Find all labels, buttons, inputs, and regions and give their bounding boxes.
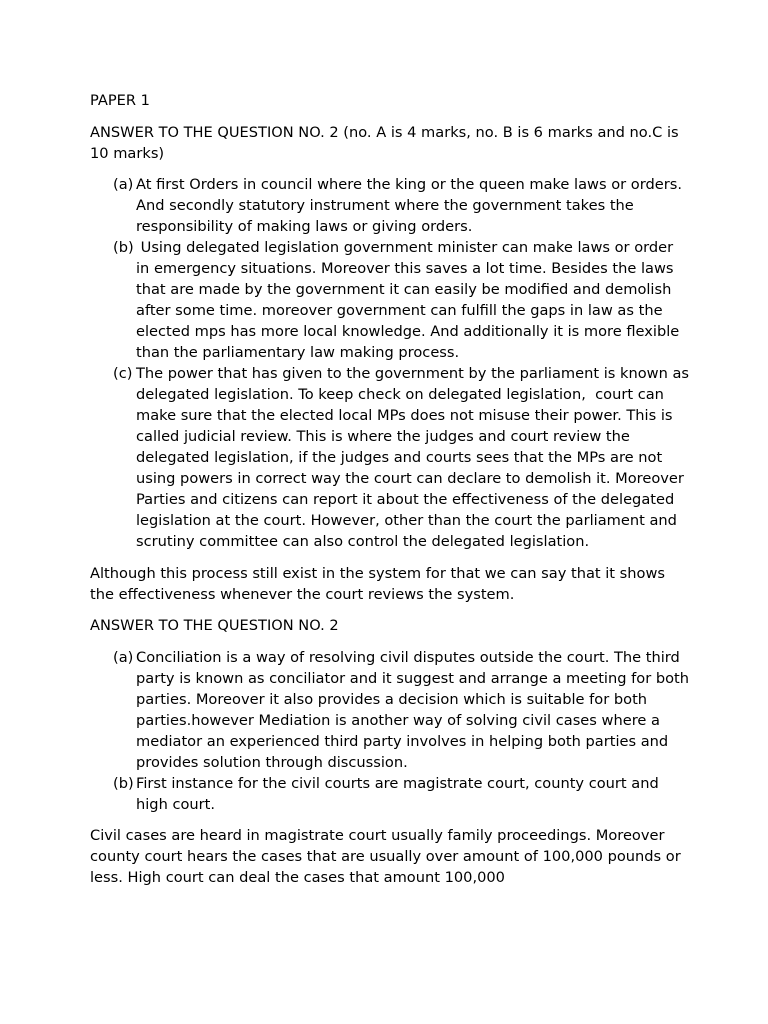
section2-closing: Civil cases are heard in magistrate court usually family proceedings. Moreover county court hears the cases that are usually over amount of 100,000 pounds or less. High court can deal the cases that amount 100,000	[90, 827, 681, 886]
list-item-text: Using delegated legislation government minister can make laws or order in emergency situations. Moreover this saves a lot time. Besides the laws that are made by the government it can easily be modified and demolish after some time. moreover government can fulfill the gaps in law as the elected mps has more local knowledge. And additionally it is more flexible than the parliamentary law making process.	[136, 239, 684, 361]
list-item	[90, 363, 694, 552]
section1-closing: Although this process still exist in the system for that we can say that it shows the effectiveness whenever the court reviews the system.	[90, 564, 665, 603]
section1-heading: ANSWER TO THE QUESTION NO. 2 (no. A is 4 marks, no. B is 6 marks and no.C is 10 marks)	[90, 123, 679, 162]
list-marker: (b)	[113, 239, 134, 256]
list-item	[90, 647, 694, 773]
list-item-text: The power that has given to the government by the parliament is known as delegated legislation. To keep check on delegated legislation, court can make sure that the elected local MPs does not misuse their power. This is called judicial review. This is where the judges and court review the delegated legislation, if the judges and courts sees that the MPs are not using powers in correct way the court can declare to demolish it. Moreover Parties and citizens can report it about the effectiveness of the delegated legislation at the court. However, other than the court the parliament and scrutiny committee can also control the delegated legislation.	[136, 365, 694, 550]
list-marker: (b)	[113, 774, 134, 792]
section1-list	[90, 174, 694, 552]
list-item-text: At first Orders in council where the king or the queen make laws or orders. And secondly statutory instrument where the government takes the responsibility of making laws or giving orders.	[136, 176, 687, 235]
list-item-text: Conciliation is a way of resolving civil disputes outside the court. The third party is known as conciliator and it suggest and arrange a meeting for both parties. Moreover it also provides a decision which is suitable for both parties.however Mediation is another way of solving civil cases where a mediator an experienced third party involves in helping both parties and provides solution through discussion.	[136, 648, 694, 771]
list-item-text: First instance for the civil courts are magistrate court, county court and high court.	[136, 774, 664, 813]
list-marker: (a)	[113, 648, 134, 666]
list-item	[90, 773, 690, 815]
section2-heading: ANSWER TO THE QUESTION NO. 2	[90, 617, 339, 634]
list-marker: (c)	[113, 365, 133, 382]
document-page	[90, 90, 694, 899]
document-title: PAPER 1	[90, 92, 150, 109]
section2-list	[90, 647, 694, 815]
list-marker: (a)	[113, 176, 134, 193]
list-item	[90, 174, 690, 237]
list-item	[90, 237, 690, 363]
